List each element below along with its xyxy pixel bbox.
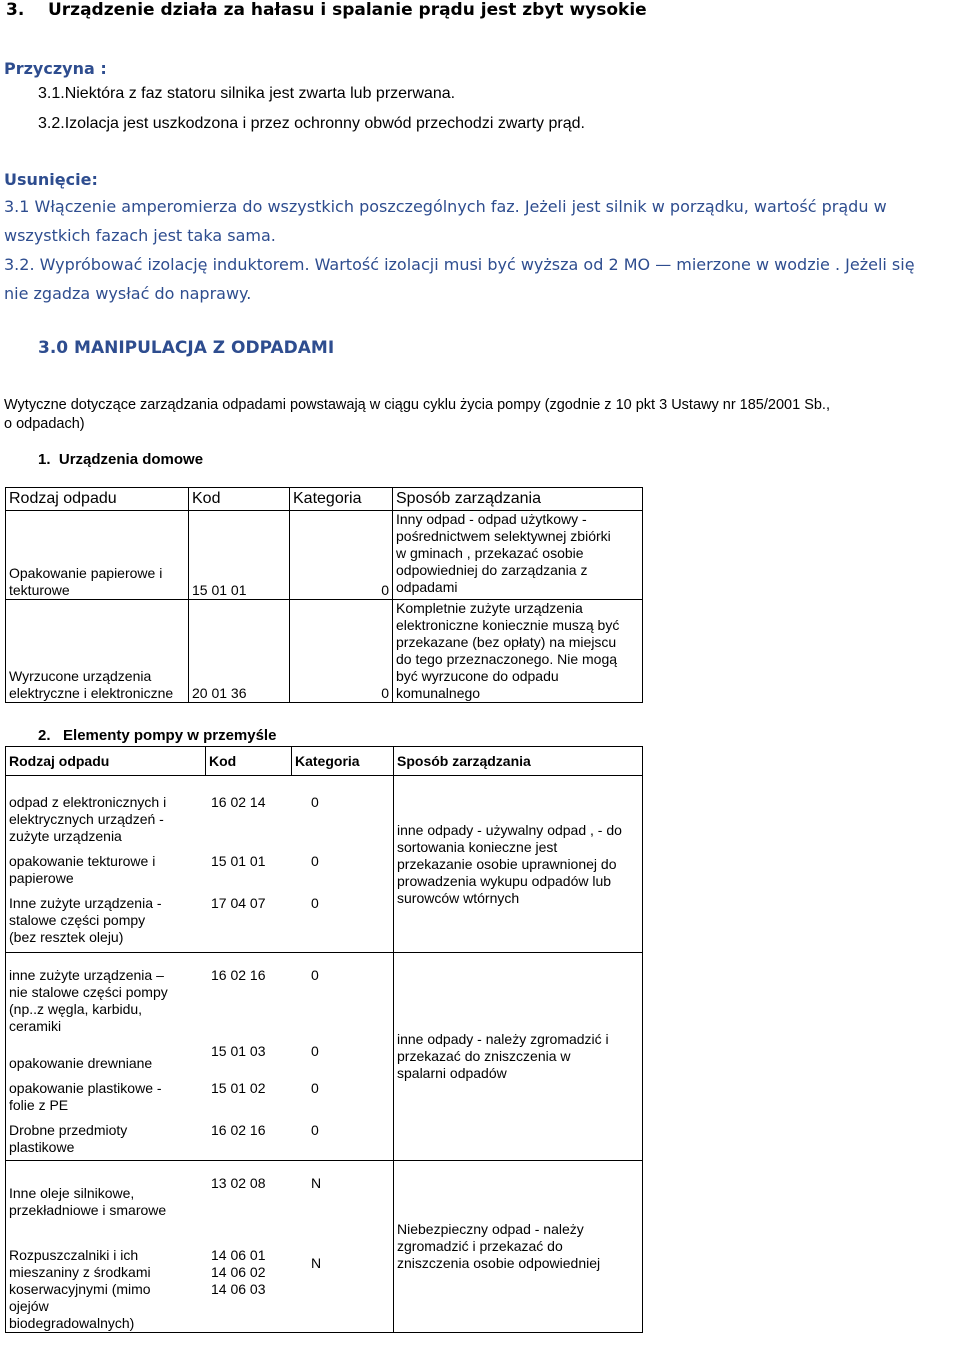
cause-item-2 xyxy=(38,109,585,138)
cell-line: być wyrzucone do odpadu xyxy=(396,668,559,684)
cause-item-2-number: 3.2. xyxy=(38,115,65,132)
cell-line: przekazać do zniszczenia w xyxy=(397,1048,571,1064)
column-header: Sposób zarządzania xyxy=(394,747,643,776)
cell-line: mieszaniny z środkami xyxy=(9,1264,151,1280)
cell-line: Kompletnie zużyte urządzenia xyxy=(396,600,583,616)
category: 0 xyxy=(311,1122,319,1138)
category-cell: 0 xyxy=(290,511,393,600)
cell-line: opakowanie tekturowe i xyxy=(9,853,156,869)
cell-line: folie z PE xyxy=(9,1097,69,1113)
table-row xyxy=(6,511,643,600)
list-item xyxy=(9,1247,390,1332)
list-item xyxy=(9,967,390,1035)
cell-line: Wyrzucone urządzenia xyxy=(9,668,152,684)
list-item xyxy=(9,1080,390,1114)
table-header-row xyxy=(6,747,643,776)
category: N xyxy=(311,1255,322,1271)
table-row xyxy=(6,1161,643,1333)
cell-line: (bez resztek oleju) xyxy=(9,929,124,945)
category: 0 xyxy=(311,895,319,911)
fix-paragraph-2-line-1: 3.2. Wypróbować izolację induktorem. Wartość izolacji musi być wyższa od 2 MO — mierzone w wodzie . Jeżeli się xyxy=(4,255,915,274)
household-waste-table xyxy=(5,487,643,703)
subsection-2-number: 2. xyxy=(38,727,51,744)
cause-label: Przyczyna : xyxy=(4,59,107,78)
cause-item-2-text: Izolacja jest uszkodzona i przez ochronny obwód przechodzi zwarty prąd. xyxy=(64,115,585,132)
list-item xyxy=(9,853,390,887)
management-cell xyxy=(394,776,643,953)
category: 0 xyxy=(311,853,319,869)
fix-paragraph-2-line-2: nie zgadza wysłać do naprawy. xyxy=(4,284,252,303)
waste-code: 14 06 03 xyxy=(211,1281,266,1297)
cell-line: przekazanie osobie uprawnionej do xyxy=(397,855,617,872)
column-header: Kategoria xyxy=(290,488,393,511)
cell-line: inne odpady - używalny odpad , - do xyxy=(397,821,622,838)
waste-type-cell xyxy=(6,600,189,703)
list-item xyxy=(9,1122,390,1156)
category: 0 xyxy=(311,1043,319,1059)
cell-line: inne odpady - należy zgromadzić i xyxy=(397,1031,609,1047)
cause-item-1-text: Niektóra z faz statoru silnika jest zwarta lub przerwana. xyxy=(64,85,456,102)
waste-code-cell: 15 01 01 xyxy=(189,511,290,600)
table-row xyxy=(6,600,643,703)
cell-line: Opakowanie papierowe i xyxy=(9,565,163,581)
cell-line: inne zużyte urządzenia – xyxy=(9,967,164,983)
waste-type-cell xyxy=(6,511,189,600)
waste-code: 15 01 02 xyxy=(211,1080,266,1096)
subsection-1-title xyxy=(38,451,203,468)
waste-group-1 xyxy=(6,776,394,953)
fix-paragraph-1-line-2: wszystkich fazach jest taka sama. xyxy=(4,226,276,245)
waste-code: 17 04 07 xyxy=(211,895,266,911)
category: 0 xyxy=(311,1080,319,1096)
subsection-2-text: Elementy pompy w przemyśle xyxy=(63,727,277,744)
cause-item-1 xyxy=(38,79,455,108)
cell-line: zniszczenia osobie odpowiedniej xyxy=(397,1255,601,1271)
cell-line: sortowania konieczne jest xyxy=(397,838,558,855)
cell-line: odpadami xyxy=(396,579,458,595)
cell-line: odpad z elektronicznych i xyxy=(9,794,167,810)
category: N xyxy=(311,1175,322,1191)
subsection-1-number: 1. xyxy=(38,451,51,468)
column-header: Kod xyxy=(206,747,292,776)
management-cell xyxy=(393,511,643,600)
cell-line: komunalnego xyxy=(396,685,481,701)
list-item xyxy=(9,794,390,845)
cell-line: zużyte urządzenia xyxy=(9,828,122,844)
cell-line: papierowe xyxy=(9,870,74,886)
cell-line: biodegradowalnych) xyxy=(9,1315,135,1331)
waste-code: 15 01 03 xyxy=(211,1043,266,1059)
cell-line: opakowanie drewniane xyxy=(9,1055,153,1071)
cell-line: stalowe części pompy xyxy=(9,912,146,928)
category: 0 xyxy=(311,794,319,810)
waste-group-2 xyxy=(6,953,394,1161)
cell-line: zgromadzić i przekazać do xyxy=(397,1238,563,1254)
section-title: 3.0 MANIPULACJA Z ODPADAMI xyxy=(38,338,335,358)
column-header: Rodzaj odpadu xyxy=(6,488,189,511)
cell-line: przekładniowe i smarowe xyxy=(9,1202,167,1218)
fault-heading-number: 3. xyxy=(6,0,25,20)
waste-code: 16 02 14 xyxy=(211,794,266,810)
cause-item-1-number: 3.1. xyxy=(38,85,65,102)
fault-heading-text: Urządzenie działa za hałasu i spalanie prądu jest zbyt wysokie xyxy=(47,0,647,20)
cell-line: ceramiki xyxy=(9,1018,62,1034)
fix-paragraph-1-line-1: 3.1 Włączenie amperomierza do wszystkich poszczególnych faz. Jeżeli jest silnik w porządku, wartość prądu w xyxy=(4,197,887,216)
cell-line: elektrycznych urządzeń - xyxy=(9,811,164,827)
waste-code: 13 02 08 xyxy=(211,1175,266,1191)
cell-line: Inne zużyte urządzenia - xyxy=(9,895,162,911)
cell-line: pośrednictwem selektywnej zbiórki xyxy=(396,528,611,544)
waste-code: 16 02 16 xyxy=(211,967,266,983)
cell-line: elektryczne i elektroniczne xyxy=(9,685,174,701)
table-row xyxy=(6,776,643,953)
cell-line: spalarni odpadów xyxy=(397,1065,507,1081)
cell-line: plastikowe xyxy=(9,1139,75,1155)
column-header: Kategoria xyxy=(292,747,394,776)
cell-line: do tego przeznaczonego. Nie mogą xyxy=(396,651,618,667)
cell-line: Rozpuszczalniki i ich xyxy=(9,1247,139,1263)
cell-line: ojejów xyxy=(9,1298,49,1314)
cell-line: Inny odpad - odpad użytkowy - xyxy=(396,511,587,527)
waste-code-cell: 20 01 36 xyxy=(189,600,290,703)
list-item xyxy=(9,895,390,946)
category-cell: 0 xyxy=(290,600,393,703)
intro-line-1: Wytyczne dotyczące zarządzania odpadami powstawają w ciągu cyklu życia pompy (zgodnie z 10 pkt 3 Ustawy nr 185/2001 Sb., xyxy=(4,397,830,413)
cell-line: Inne oleje silnikowe, xyxy=(9,1185,135,1201)
intro-line-2: o odpadach) xyxy=(4,416,85,432)
column-header: Rodzaj odpadu xyxy=(6,747,206,776)
column-header: Kod xyxy=(189,488,290,511)
column-header: Sposób zarządzania xyxy=(393,488,643,511)
waste-group-3 xyxy=(6,1161,394,1333)
management-cell xyxy=(393,600,643,703)
subsection-1-text: Urządzenia domowe xyxy=(58,451,204,468)
cell-line: koserwacyjnymi (mimo xyxy=(9,1281,151,1297)
cell-line: surowców wtórnych xyxy=(397,889,520,906)
cell-line: nie stalowe części pompy xyxy=(9,984,168,1000)
cell-line: prowadzenia wykupu odpadów lub xyxy=(397,872,612,889)
management-cell xyxy=(394,1161,643,1333)
list-item xyxy=(9,1175,390,1219)
subsection-2-title xyxy=(38,727,276,744)
cell-line: Drobne przedmioty xyxy=(9,1122,128,1138)
cell-line: tekturowe xyxy=(9,582,70,598)
cell-line: opakowanie plastikowe - xyxy=(9,1080,162,1096)
cell-line: elektroniczne koniecznie muszą być xyxy=(396,617,620,633)
cell-line: przekazane (bez opłaty) na miejscu xyxy=(396,634,617,650)
cell-line: (np..z węgla, karbidu, xyxy=(9,1001,143,1017)
management-cell xyxy=(394,953,643,1161)
cell-line: Niebezpieczny odpad - należy xyxy=(397,1221,584,1237)
fault-heading xyxy=(6,0,647,20)
table-header-row xyxy=(6,488,643,511)
waste-code: 14 06 02 xyxy=(211,1264,266,1280)
cell-line: odpowiedniej do zarządzania z xyxy=(396,562,588,578)
waste-code: 14 06 01 xyxy=(211,1247,266,1263)
waste-code: 15 01 01 xyxy=(211,853,266,869)
fix-label: Usunięcie: xyxy=(4,170,98,189)
category: 0 xyxy=(311,967,319,983)
industrial-waste-table xyxy=(5,746,643,1333)
list-item xyxy=(9,1043,390,1072)
waste-code: 16 02 16 xyxy=(211,1122,266,1138)
table-row xyxy=(6,953,643,1161)
cell-line: w gminach , przekazać osobie xyxy=(396,545,584,561)
